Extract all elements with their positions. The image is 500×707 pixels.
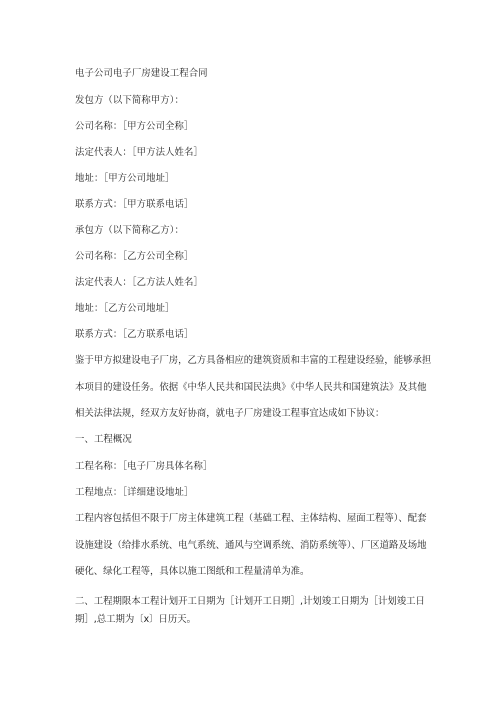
party-b-contact: 联系方式：［乙方联系电话］ <box>75 329 194 340</box>
party-b-address: 地址：［乙方公司地址］ <box>75 303 175 314</box>
project-content-paragraph <box>75 513 435 578</box>
party-a-address: 地址：［甲方公司地址］ <box>75 173 175 184</box>
party-a-heading: 发包方（以下简称甲方）： <box>75 95 185 106</box>
content-line: 设施建设（给排水系统、电气系统、通风与空调系统、消防系统等）、厂区道路及场地 <box>75 539 427 551</box>
document-title: 电子公司电子厂房建设工程合同 <box>75 68 208 79</box>
party-b-heading: 承包方（以下简称乙方）： <box>75 225 185 236</box>
party-b-company: 公司名称：［乙方公司全称］ <box>75 251 194 262</box>
section-2-paragraph <box>75 596 435 626</box>
content-line: 工程内容包括但不限于厂房主体建筑工程（基础工程、主体结构、屋面工程等）、配套 <box>75 513 427 524</box>
section-1-heading: 一、工程概况 <box>75 434 132 445</box>
preamble-line: 鉴于甲方拟建设电子厂房，乙方具备相应的建筑资质和丰富的工程建设经验，能够承担 <box>75 355 432 366</box>
preamble-paragraph <box>75 355 435 420</box>
preamble-line: 相关法律法规，经双方友好协商，就电子厂房建设工程事宜达成如下协议： <box>75 408 385 419</box>
party-a-company: 公司名称：［甲方公司全称］ <box>75 121 194 132</box>
content-line: 硬化、绿化工程等，具体以施工图纸和工程量清单为准。 <box>75 566 310 577</box>
project-name: 工程名称：［电子厂房具体名称］ <box>75 461 213 472</box>
party-a-representative: 法定代表人：［甲方法人姓名］ <box>75 147 203 158</box>
party-b-representative: 法定代表人：［乙方法人姓名］ <box>75 277 203 288</box>
section-2-line: 期］,总工期为〔x〕日历天。 <box>75 614 197 625</box>
preamble-line: 本项目的建设任务。依据《中华人民共和国民法典》《中华人民共和国建筑法》及其他 <box>75 381 427 393</box>
section-2-line: 二、工程期限本工程计划开工日期为［计划开工日期］,计划竣工日期为［计划竣工日 <box>75 596 425 607</box>
party-a-contact: 联系方式：［甲方联系电话］ <box>75 199 194 210</box>
project-location: 工程地点：［详细建设地址］ <box>75 487 194 498</box>
